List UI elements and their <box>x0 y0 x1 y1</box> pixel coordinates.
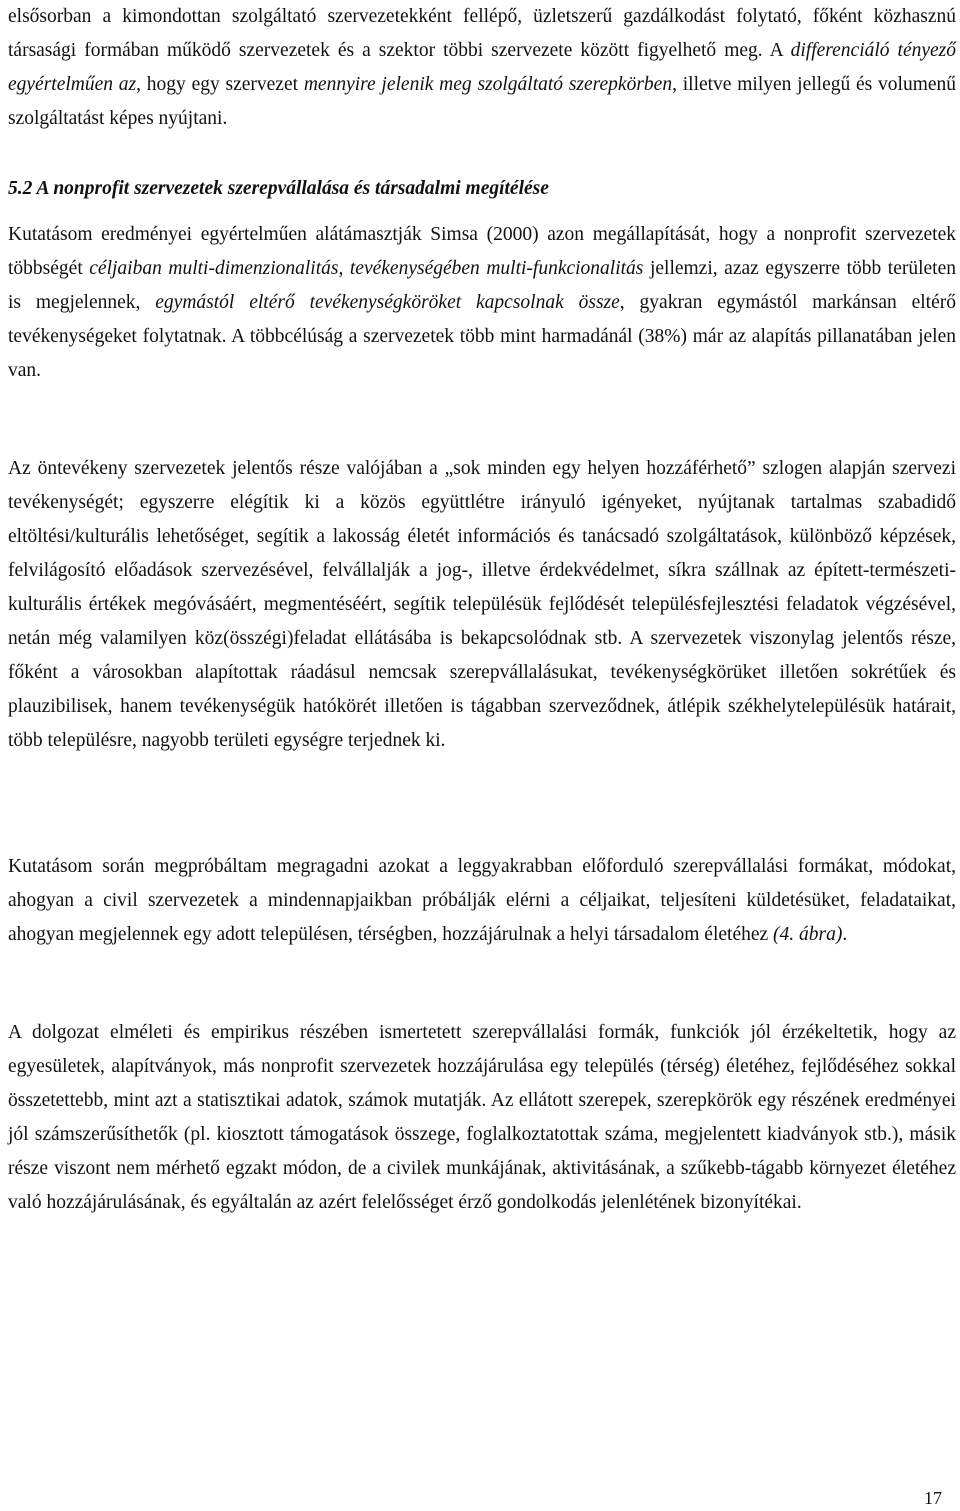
figure-reference: (4. ábra) <box>773 924 843 945</box>
italic-run: egymástól eltérő tevékenységköröket kapcsolnak össze <box>155 292 620 313</box>
italic-run: differenciáló tényező egyértelműen az <box>8 40 957 95</box>
text-run: . <box>842 924 848 945</box>
text-run: Kutatásom eredményei egyértelműen alátámasztják Simsa (2000) azon megállapítását, hogy a nonprofit szervezetek többségét <box>8 224 956 279</box>
paragraph-intro <box>8 0 956 136</box>
paragraph-voluntary-organizations: Az öntevékeny szervezetek jelentős része valójában a „sok minden egy helyen hozzáférhető” szlogen alapján szervezi tevékenységét; egyszerre elégítik ki a közös együttlétre irányuló igényeket, nyújtanak tartalmas szabadidő eltöltési/kulturális lehetőséget, segítik a lakosság életét információs és tanácsadó szolgáltatások, különböző képzések, felvilágosító előadások szervezésével, felvállalják a jog-, illetve érdekvédelmet, síkra szállnak az épített-természeti-kulturális értékek megóvásáért, megmentéséért, segítik településük fejlődését településfejlesztési feladatok végzésével, netán még valamilyen köz(összégi)feladat ellátásába is bekapcsolódnak stb. A szervezetek viszonylag jelentős része, főként a városokban alapítottak ráadásul nemcsak szerepvállalásukat, tevékenységkörüket illetően sokrétűek és plauzibilisek, hanem tevékenységük hatókörét illetően is tágabban szerveződnek, átlépik székhelytelepülésük határait, több településre, nagyobb területi egységre terjednek ki. <box>8 458 956 751</box>
italic-run: céljaiban multi-dimenzionalitás, tevékenységében multi-funkcionalitás <box>89 258 644 279</box>
paragraph-contribution: A dolgozat elméleti és empirikus részében ismertetett szerepvállalási formák, funkciók jól érzékeltetik, hogy az egyesületek, alapítványok, más nonprofit szervezetek hozzájárulása egy település (térség) életéhez, fejlődéséhez sokkal összetettebb, mint azt a statisztikai adatok, számok mutatják. Az ellátott szerepek, szerepkörök egy részének eredményei jól számszerűsíthetők (pl. kiosztott támogatások összege, foglalkoztatottak száma, megjelentett kiadványok stb.), másik része viszont nem mérhető egzakt módon, de a civilek munkájának, aktivitásának, a szűkebb-tágabb környezet életéhez való hozzájárulásának, és egyáltalán az azért felelősséget érző gondolkodás jelenlétének bizonyítékai. <box>8 1022 956 1213</box>
text-run: Kutatásom során megpróbáltam megragadni azokat a leggyakrabban előforduló szerepvállalási formákat, módokat, ahogyan a civil szervezetek a mindennapjaikban próbálják elérni a céljaikat, teljesíteni küldetésüket, feladataikat, ahogyan megjelennek egy adott településen, térségben, hozzájárulnak a helyi társadalom életéhez <box>8 856 956 945</box>
italic-run: mennyire jelenik meg szolgáltató szerepkörben <box>303 74 673 95</box>
paragraph-research-results <box>8 218 956 388</box>
text-run: elsősorban a kimondottan szolgáltató szervezetekként fellépő, üzletszerű gazdálkodást folytató, főként közhasznú társasági formában működő szervezetek és a szektor többi szervezete között figyelhető meg. A <box>8 6 956 61</box>
section-heading: 5.2 A nonprofit szervezetek szerepvállalása és társadalmi megítélése <box>8 178 549 199</box>
text-run: jellemzi, azaz egyszerre több területen is megjelennek, <box>8 258 956 313</box>
page-number: 17 <box>924 1488 942 1508</box>
text-run: , hogy egy szervezet <box>136 74 304 95</box>
paragraph-role-forms <box>8 850 956 952</box>
text-run: , illetve milyen jellegű és volumenű szolgáltatást képes nyújtani. <box>8 74 957 129</box>
text-run: , gyakran egymástól markánsan eltérő tevékenységeket folytatnak. A többcélúság a szervezetek több mint harmadánál (38%) már az alapítás pillanatában jelen van. <box>8 292 956 381</box>
